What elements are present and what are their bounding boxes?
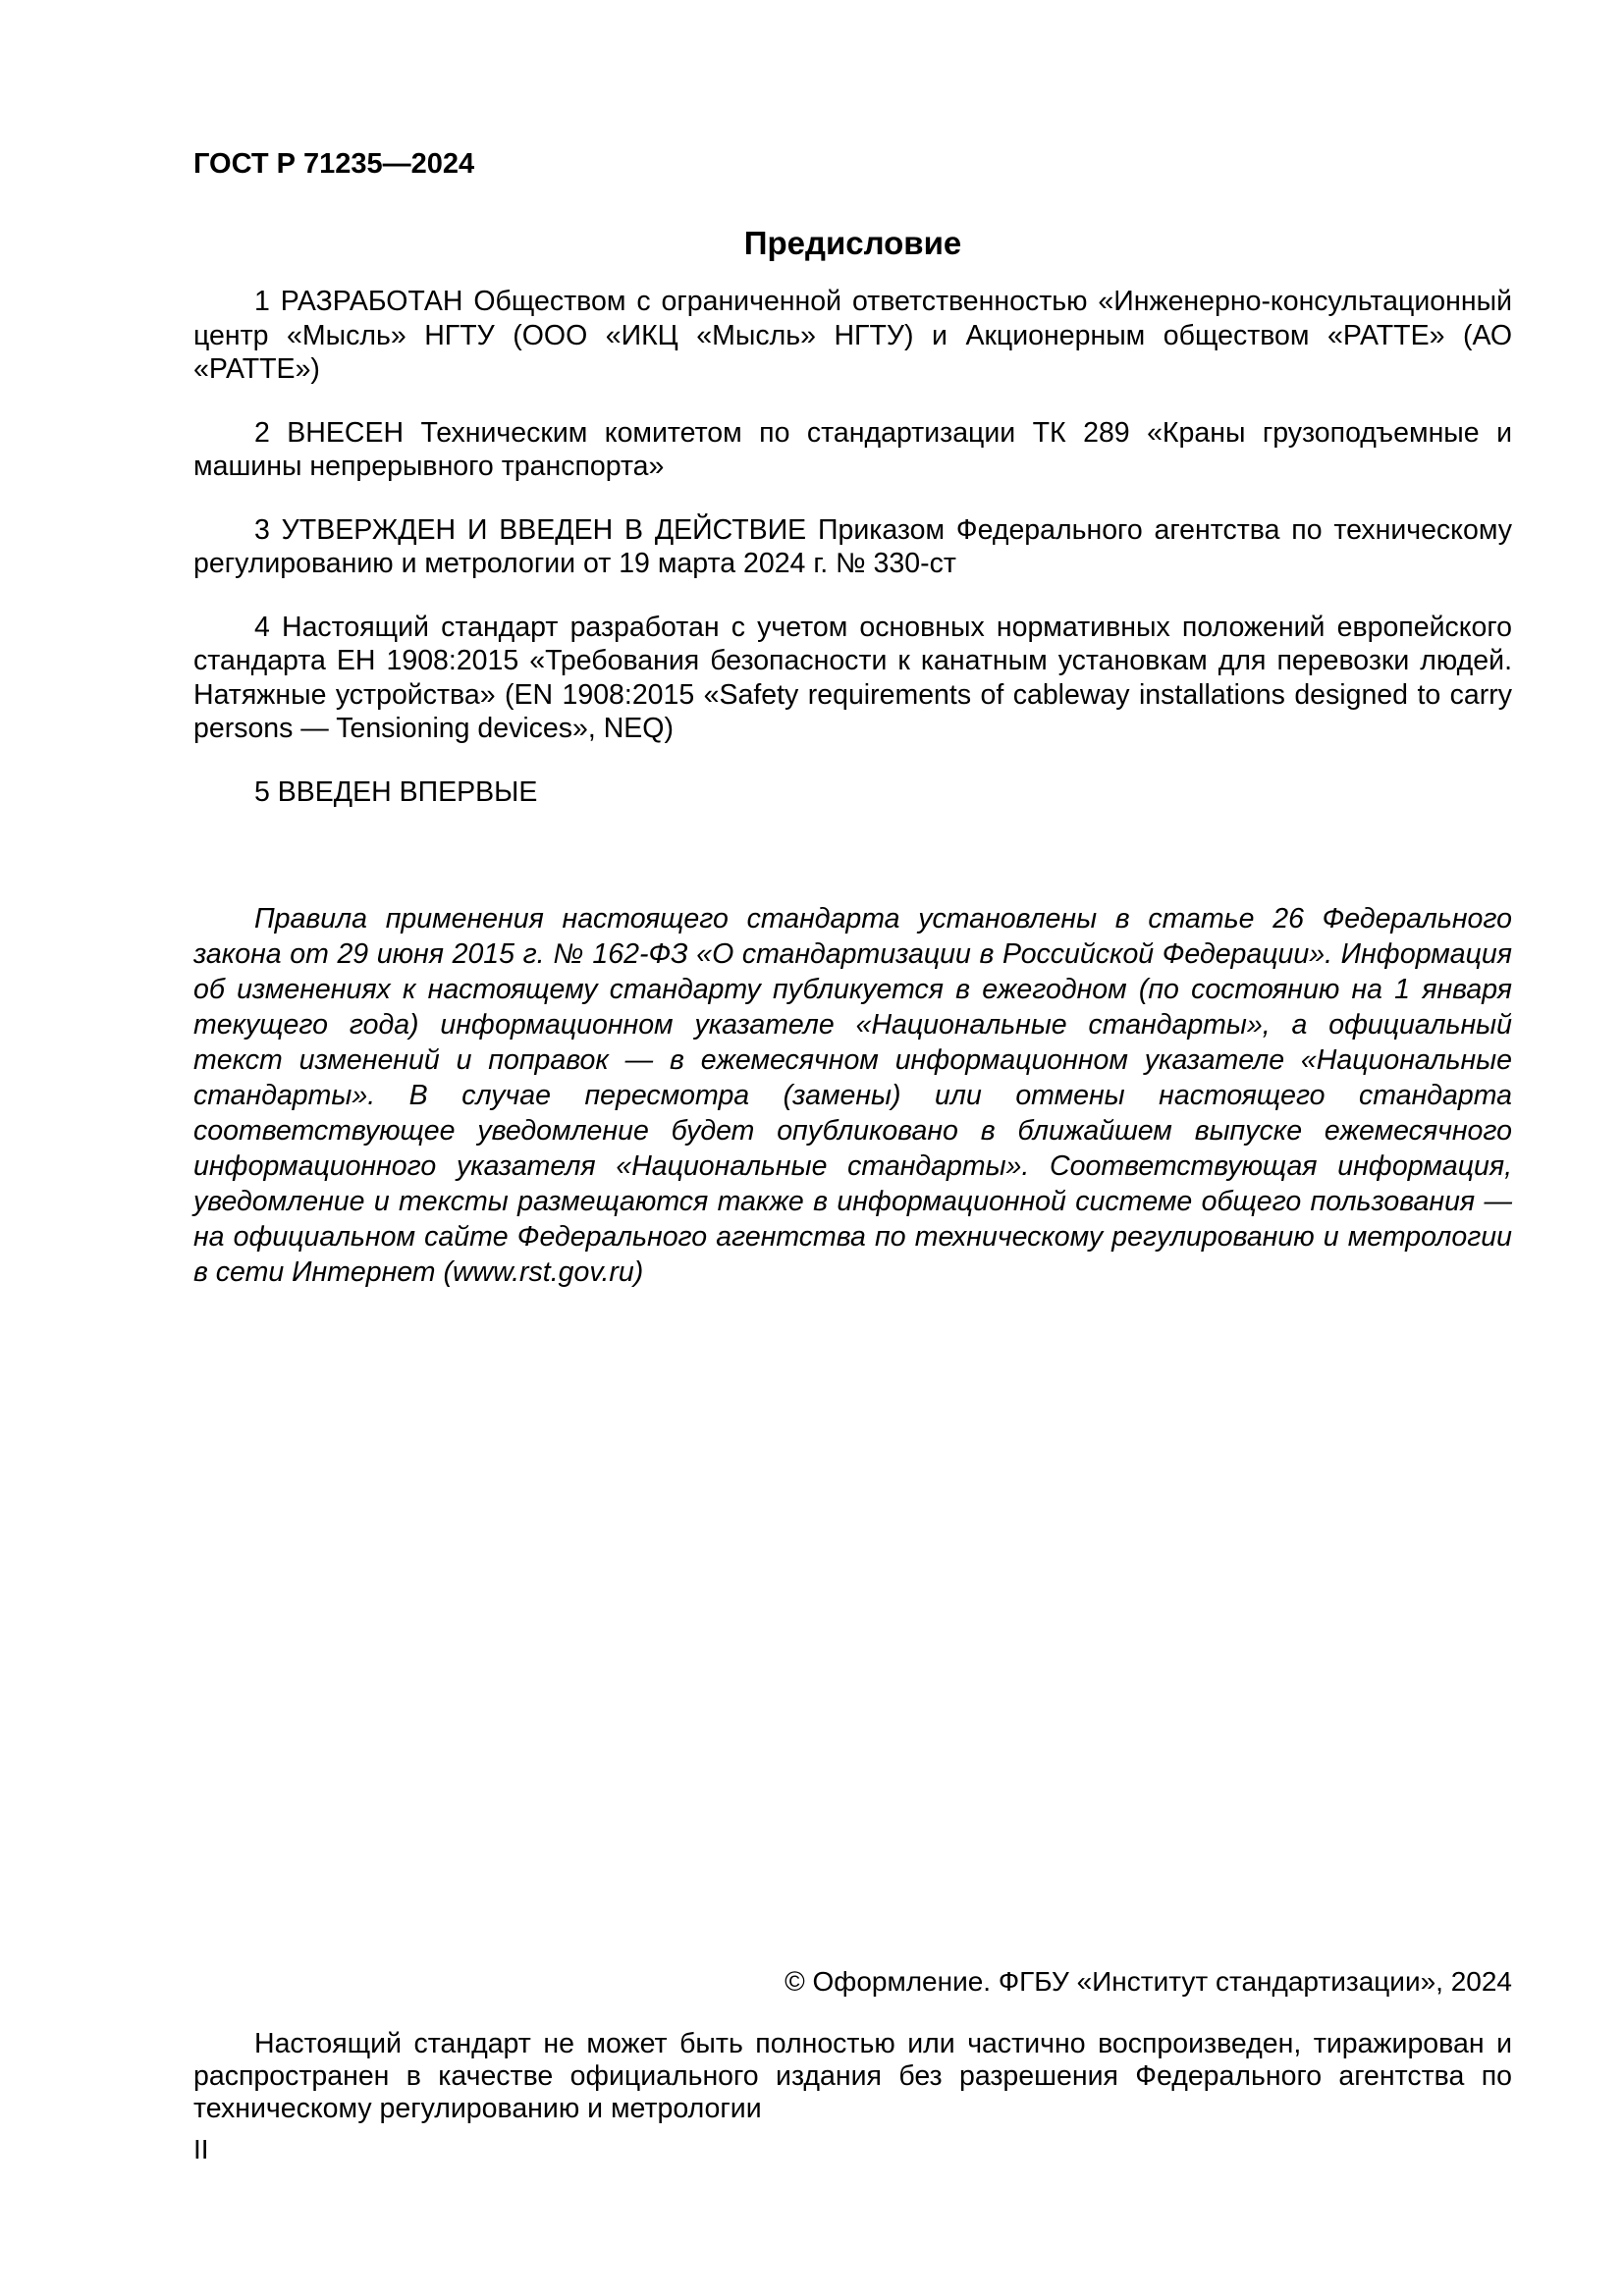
page-content [193,0,1512,2166]
foreword-item-3: 3 УТВЕРЖДЕН И ВВЕДЕН В ДЕЙСТВИЕ Приказом Федерального агентства по техническому регулированию и метрологии от 19 марта 2024 г. № 330-ст [193,513,1512,579]
doc-code-header: ГОСТ Р 71235—2024 [193,148,475,180]
legal-notice: Правила применения настоящего стандарта установлены в статье 26 Федерального закона от 29 июня 2015 г. № 162-ФЗ «О стандартизации в Российской Федерации». Информация об изменениях к настоящему стандарту публикуется в ежегодном (по состоянию на 1 января текущего года) информационном указателе «Национальные стандарты», а официальный текст изменений и поправок — в ежемесячном информационном указателе «Национальные стандарты». В случае пересмотра (замены) или отмены настоящего стандарта соответствующее уведомление будет опубликовано в ближайшем выпуске ежемесячного информационного указателя «Национальные стандарты». Соответствующая информация, уведомление и тексты размещаются также в информационной системе общего пользования — на официальном сайте Федерального агентства по техническому регулированию и метрологии в сети Интернет (www.rst.gov.ru) [193,903,1512,1288]
page-title: Предисловие [743,225,962,261]
copyright-line: © Оформление. ФГБУ «Институт стандартизации», 2024 [785,1966,1512,1997]
foreword-item-1: 1 РАЗРАБОТАН Обществом с ограниченной ответственностью «Инженерно-консультационный центр «Мысль» НГТУ (ООО «ИКЦ «Мысль» НГТУ) и Акционерным обществом «РАТТЕ» (АО «РАТТЕ») [193,286,1512,385]
foreword-item-4: 4 Настоящий стандарт разработан с учетом основных нормативных положений европейского стандарта ЕН 1908:2015 «Требования безопасности к канатным установкам для перевозки людей. Натяжные устройства» (EN 1908:2015 «Safety requirements of cableway installations designed to carry persons — Tensioning devices», NEQ) [193,611,1512,744]
page-number: II [193,2134,209,2164]
foreword-item-2: 2 ВНЕСЕН Техническим комитетом по стандартизации ТК 289 «Краны грузоподъемные и машины непрерывного транспорта» [193,416,1512,482]
reproduction-notice: Настоящий стандарт не может быть полностью или частично воспроизведен, тиражирован и распространен в качестве официального издания без разрешения Федерального агентства по техническому регулированию и метрологии [193,2028,1512,2124]
foreword-item-5: 5 ВВЕДЕН ВПЕРВЫЕ [254,775,538,808]
